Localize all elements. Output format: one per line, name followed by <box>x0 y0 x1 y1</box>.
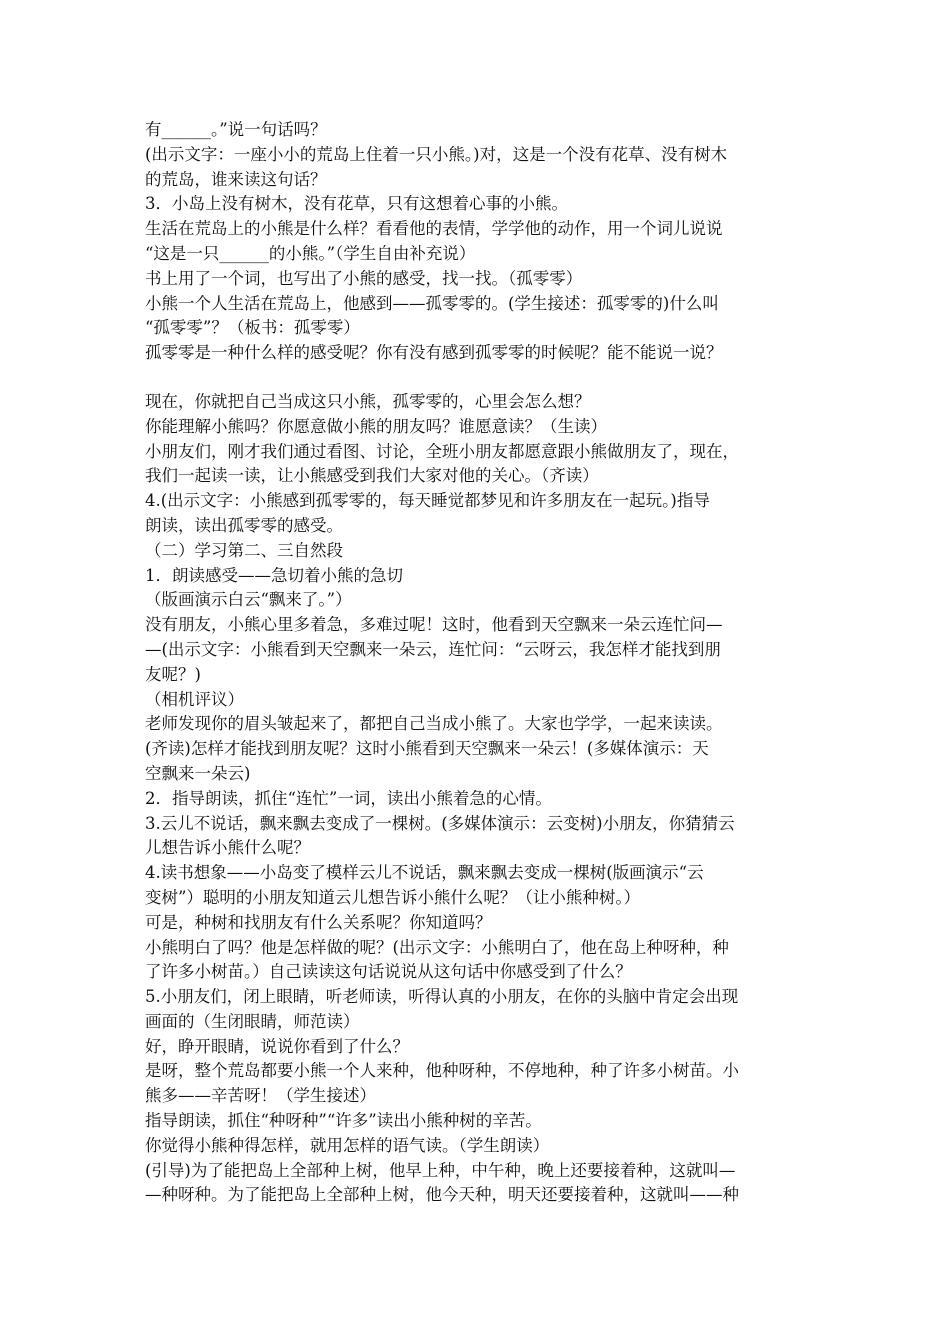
text-line: （相机评议） <box>145 689 244 709</box>
text-line: 的荒岛，谁来读这句话？ <box>145 169 327 189</box>
text-line: 3.云儿不说话，飘来飘去变成了一棵树。(多媒体演示：云变树)小朋友，你猜猜云 <box>145 813 735 833</box>
text-line: 生活在荒岛上的小熊是什么样？看看他的表情，学学他的动作，用一个词儿说说 <box>145 219 723 239</box>
text-line: 儿想告诉小熊什么呢？ <box>145 838 310 858</box>
text-line: 可是，种树和找朋友有什么关系呢？你知道吗？ <box>145 912 492 932</box>
text-line: 朗读，读出孤零零的感受。 <box>145 515 343 535</box>
text-line: 4.(出示文字：小熊感到孤零零的，每天睡觉都梦见和许多朋友在一起玩。)指导 <box>145 491 710 511</box>
text-line: —种呀种。为了能把岛上全部种上树，他今天种，明天还要接着种，这就叫——种 <box>145 1185 739 1205</box>
text-line: 小熊一个人生活在荒岛上，他感到——孤零零的。(学生接述：孤零零的)什么叫 <box>145 293 719 313</box>
text-line: （二）学习第二、三自然段 <box>145 540 343 560</box>
text-line: 好，睁开眼睛，说说你看到了什么？ <box>145 1036 409 1056</box>
text-line: 1．朗读感受——急切着小熊的急切 <box>145 565 403 585</box>
text-line: 4.读书想象——小岛变了模样云儿不说话，飘来飘去变成一棵树(版画演示“云 <box>145 863 704 883</box>
text-line: 老师发现你的眉头皱起来了，都把自己当成小熊了。大家也学学，一起来读读。 <box>145 714 723 734</box>
text-line: 是呀，整个荒岛都要小熊一个人来种，他种呀种，不停地种，种了许多小树苗。小 <box>145 1061 739 1081</box>
text-line: 友呢？) <box>145 664 201 684</box>
text-line: （版画演示白云“飘来了。”） <box>145 590 352 610</box>
text-line: 你能理解小熊吗？你愿意做小熊的朋友吗？谁愿意读？（生读） <box>145 416 607 436</box>
text-line: “孤零零”？（板书：孤零零） <box>145 318 360 338</box>
text-line: (齐读)怎样才能找到朋友呢？这时小熊看到天空飘来一朵云！(多媒体演示：天 <box>145 739 709 759</box>
text-line: 熊多——辛苦呀！（学生接述） <box>145 1086 376 1106</box>
text-line: 3．小岛上没有树木，没有花草，只有这想着心事的小熊。 <box>145 194 568 214</box>
text-line: 你觉得小熊种得怎样，就用怎样的语气读。（学生朗读） <box>145 1135 550 1155</box>
text-line: 小熊明白了吗？他是怎样做的呢？(出示文字：小熊明白了，他在岛上种呀种，种 <box>145 937 729 957</box>
text-line: 有______。”说一句话吗？ <box>145 120 327 139</box>
blank-line <box>145 366 835 390</box>
text-line: 5.小朋友们，闭上眼睛，听老师读，听得认真的小朋友，在你的头脑中肯定会出现 <box>145 987 739 1007</box>
text-line: 指导朗读，抓住“种呀种”“许多”读出小熊种树的辛苦。 <box>145 1111 542 1131</box>
text-line: 我们一起读一读，让小熊感受到我们大家对他的关心。（齐读） <box>145 466 599 486</box>
text-line: 了许多小树苗。）自己读读这句话说说从这句话中你感受到了什么？ <box>145 962 632 982</box>
text-line: 没有朋友，小熊心里多着急，多难过呢！这时，他看到天空飘来一朵云连忙问— <box>145 615 723 635</box>
text-line: 现在，你就把自己当成这只小熊，孤零零的，心里会怎么想？ <box>145 391 591 411</box>
text-line: 孤零零是一种什么样的感受呢？你有没有感到孤零零的时候呢？能不能说一说？ <box>145 343 723 363</box>
text-line: “这是一只______的小熊。”（学生自由补充说） <box>145 243 476 263</box>
text-line: (引导)为了能把岛上全部种上树，他早上种，中午种，晚上还要接着种，这就叫— <box>145 1160 736 1180</box>
text-line: (出示文字：一座小小的荒岛上住着一只小熊。)对，这是一个没有花草、没有树木 <box>145 144 728 164</box>
text-line: 变树”）聪明的小朋友知道云儿想告诉小熊什么呢？（让小熊种树。） <box>145 887 641 907</box>
document-page <box>145 118 835 1208</box>
text-line: 空飘来一朵云) <box>145 763 251 783</box>
text-line: 2．指导朗读，抓住“连忙”一词，读出小熊着急的心情。 <box>145 788 552 808</box>
text-line: 书上用了一个词，也写出了小熊的感受，找一找。（孤零零） <box>145 268 583 288</box>
text-line: 小朋友们，刚才我们通过看图、讨论，全班小朋友都愿意跟小熊做朋友了，现在， <box>145 441 739 461</box>
text-line: 画面的（生闭眼睛，师范读） <box>145 1011 360 1031</box>
text-line: —(出示文字：小熊看到天空飘来一朵云，连忙问：“云呀云，我怎样才能找到朋 <box>145 639 721 659</box>
